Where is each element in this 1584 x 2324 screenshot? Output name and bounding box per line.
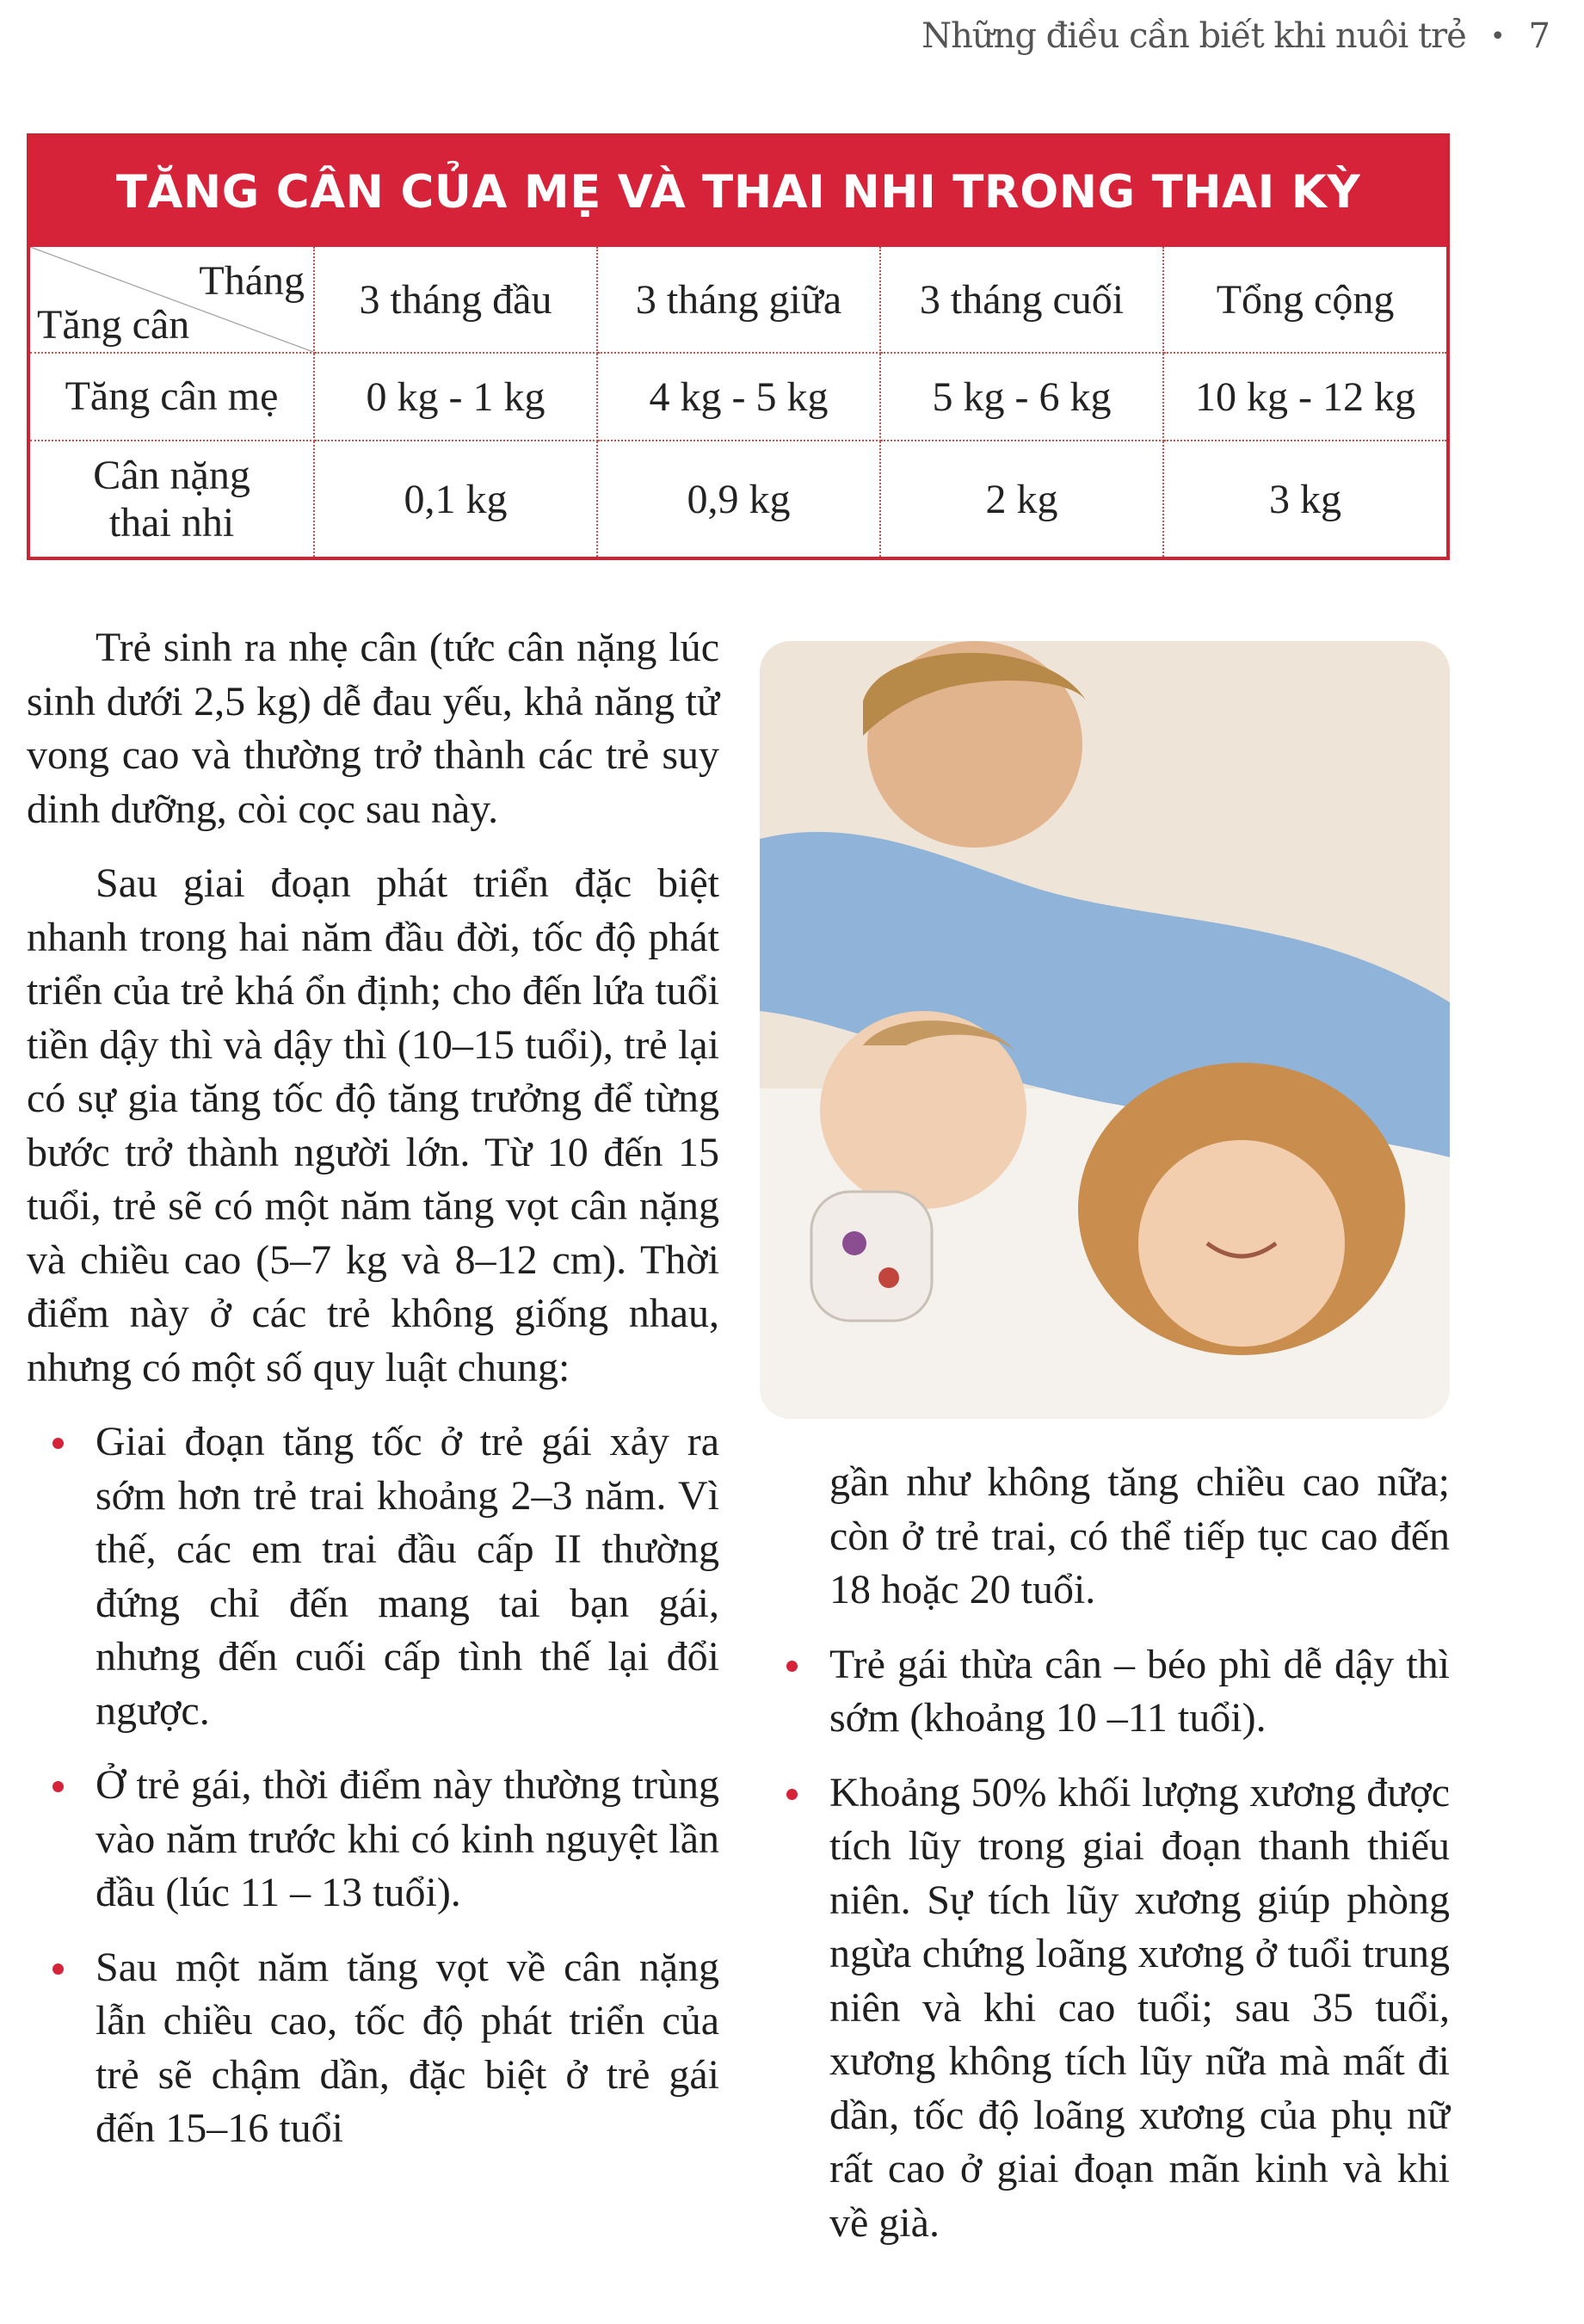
table-cell: 2 kg (880, 441, 1163, 557)
family-photo-illustration (760, 641, 1450, 1419)
bullet-dot-icon (52, 1781, 64, 1792)
corner-bottom-label: Tăng cân (37, 302, 190, 348)
bullet-item (829, 1638, 1450, 1746)
bullet-item (27, 1759, 719, 1920)
bullet-dot-icon (52, 1963, 64, 1975)
column-header: 3 tháng cuối (880, 247, 1163, 353)
table-title: TĂNG CÂN CỦA MẸ VÀ THAI NHI TRONG THAI KỲ (30, 137, 1446, 247)
column-header: 3 tháng giữa (597, 247, 880, 353)
table-cell: 0 kg - 1 kg (314, 353, 597, 441)
table-row (30, 441, 1446, 557)
row-label-line: thai nhi (108, 500, 235, 546)
book-title: Những điều cần biết khi nuôi trẻ (921, 16, 1466, 56)
table-row (30, 353, 1446, 441)
row-label: Tăng cân mẹ (30, 353, 314, 441)
corner-top-label: Tháng (199, 258, 305, 304)
column-header: 3 tháng đầu (314, 247, 597, 353)
running-header (921, 10, 1550, 62)
page-number: 7 (1528, 16, 1550, 56)
table-cell: 4 kg - 5 kg (597, 353, 880, 441)
bullet-text: Sau một năm tăng vọt về cân nặng lẫn chiều cao, tốc độ phát triển của trẻ sẽ chậm dần, đặc biệt ở trẻ gái đến 15–16 tuổi (96, 1944, 719, 2151)
bullet-item (27, 1941, 719, 2156)
paragraph: Trẻ sinh ra nhẹ cân (tức cân nặng lúc sinh dưới 2,5 kg) dễ đau yếu, khả năng tử vong cao và thường trở thành các trẻ suy dinh dưỡng, còi cọc sau này. (27, 625, 719, 832)
table-cell: 0,9 kg (597, 441, 880, 557)
row-label-line: Cân nặng (93, 452, 250, 498)
table-cell: 5 kg - 6 kg (880, 353, 1163, 441)
paragraph: Sau giai đoạn phát triển đặc biệt nhanh trong hai năm đầu đời, tốc độ phát triển của trẻ khá ổn định; cho đến lứa tuổi tiền dậy thì và dậy thì (10–15 tuổi), trẻ lại có sự gia tăng tốc độ tăng trưởng để từng bước trở thành người lớn. Từ 10 đến 15 tuổi, trẻ sẽ có một năm tăng vọt cân nặng và chiều cao (5–7 kg và 8–12 cm). Thời điểm này ở các trẻ không giống nhau, nhưng có một số quy luật chung: (27, 860, 719, 1390)
bullet-dot-icon (786, 1661, 798, 1672)
left-column (27, 621, 719, 2177)
bullet-text: Giai đoạn tăng tốc ở trẻ gái xảy ra sớm hơn trẻ trai khoảng 2–3 năm. Vì thế, các em trai đầu cấp II thường đứng chỉ đến mang tai bạn gái, nhưng đến cuối cấp tình thế lại đổi ngược. (96, 1419, 719, 1734)
bullet-item (27, 1415, 719, 1738)
header-separator: • (1489, 21, 1505, 52)
table-grid (30, 247, 1446, 557)
right-column (829, 1456, 1450, 2271)
table-header-row (30, 247, 1446, 353)
table-corner-cell (30, 247, 314, 353)
bullet-text: Trẻ gái thừa cân – béo phì dễ dậy thì sớm (khoảng 10 –11 tuổi). (829, 1641, 1450, 1741)
bullet-text: Ở trẻ gái, thời điểm này thường trùng vào năm trước khi có kinh nguyệt lần đầu (lúc 11 – 13 tuổi). (96, 1762, 719, 1915)
table-cell: 3 kg (1269, 476, 1341, 522)
bullet-dot-icon (52, 1438, 64, 1449)
bullet-item (829, 1766, 1450, 2251)
table-cell: 10 kg - 12 kg (1163, 353, 1446, 441)
column-header: Tổng cộng (1163, 247, 1446, 353)
row-label (30, 441, 314, 557)
paragraph: gần như không tăng chiều cao nữa; còn ở trẻ trai, có thể tiếp tục cao đến 18 hoặc 20 tuổi. (829, 1459, 1450, 1612)
bullet-dot-icon (786, 1789, 798, 1800)
weight-gain-table (27, 133, 1450, 560)
table-cell: 0,1 kg (314, 441, 597, 557)
family-photo (760, 641, 1450, 1419)
bullet-text: Khoảng 50% khối lượng xương được tích lũy trong giai đoạn thanh thiếu niên. Sự tích lũy xương giúp phòng ngừa chứng loãng xương ở tuổi trung niên và khi cao tuổi; sau 35 tuổi, xương không tích lũy nữa mà mất đi dần, tốc độ loãng xương của phụ nữ rất cao ở giai đoạn mãn kinh và khi về già. (829, 1769, 1450, 2246)
